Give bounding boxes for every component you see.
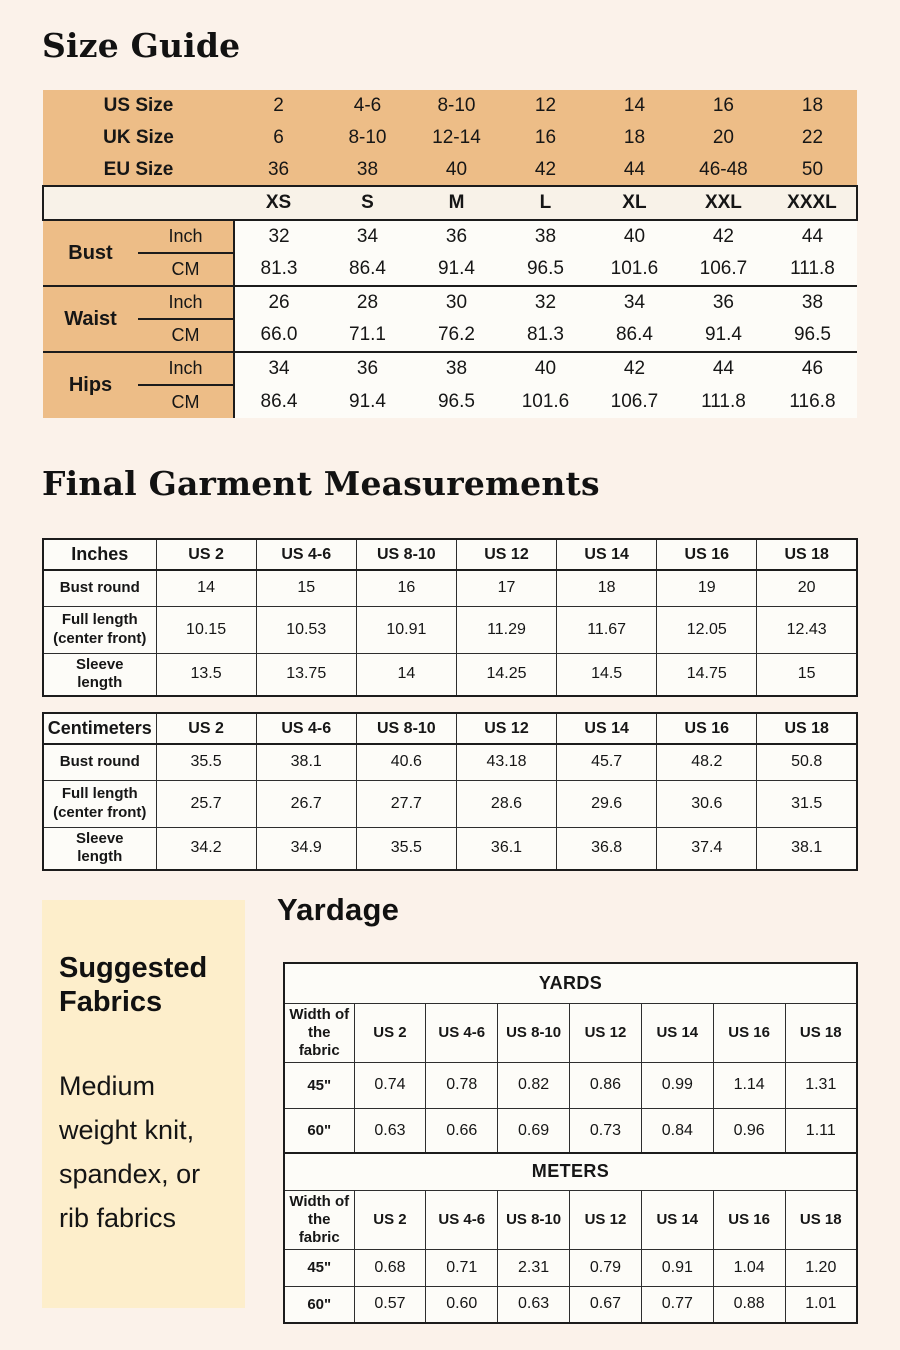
size-column-header: US 18 [757, 539, 857, 570]
measurement-value: 34 [234, 352, 323, 385]
suggested-fabrics-body: Medium weight knit, spandex, or rib fabrics [59, 1071, 201, 1234]
table-cell: 30.6 [657, 780, 757, 827]
size-column-header: US 14 [557, 713, 657, 744]
size-value: 16 [501, 122, 590, 154]
size-column-header: US 12 [570, 1003, 642, 1062]
measurement-value: 36 [412, 220, 501, 253]
measurement-value: 26 [234, 286, 323, 319]
table-cell: 1.04 [713, 1249, 785, 1286]
sleeve-length-row [43, 653, 857, 696]
table-cell: 15 [256, 570, 356, 606]
table-cell: 38.1 [757, 827, 857, 870]
measurement-group-label: Waist [43, 286, 138, 352]
unit-label-cm: CM [138, 385, 234, 418]
unit-label-inch: Inch [138, 352, 234, 385]
table-cell: 17 [456, 570, 556, 606]
table-cell: 35.5 [356, 827, 456, 870]
size-value: 4-6 [323, 90, 412, 122]
table-cell: 18 [557, 570, 657, 606]
table-cell: 1.01 [785, 1286, 857, 1323]
size-column-header: US 8-10 [498, 1003, 570, 1062]
size-value: 14 [590, 90, 679, 122]
size-column-header: US 16 [657, 539, 757, 570]
table-cell: 0.88 [713, 1286, 785, 1323]
size-value: 18 [590, 122, 679, 154]
measurement-value: 38 [412, 352, 501, 385]
garment-section-title: Final Garment Measurements [42, 464, 600, 503]
size-column-header: US 14 [641, 1003, 713, 1062]
yardage-table-meters [283, 1152, 858, 1324]
size-column-header: US 2 [354, 1190, 426, 1249]
size-system-label: UK Size [43, 122, 234, 154]
measurement-value: 42 [590, 352, 679, 385]
measurement-value: 91.4 [323, 385, 412, 418]
letter-size: XS [234, 186, 323, 220]
table-cell: 1.20 [785, 1249, 857, 1286]
table-cell: 34.2 [156, 827, 256, 870]
full-length-row [43, 606, 857, 653]
meters-heading: METERS [284, 1153, 857, 1190]
size-value: 12 [501, 90, 590, 122]
yards-heading: YARDS [284, 963, 857, 1003]
table-cell: 28.6 [456, 780, 556, 827]
size-column-header: US 4-6 [426, 1003, 498, 1062]
row-label: Sleeve length [43, 827, 156, 870]
measurement-value: 106.7 [590, 385, 679, 418]
measurement-value: 101.6 [590, 253, 679, 286]
measurement-value: 76.2 [412, 319, 501, 352]
table-cell: 38.1 [256, 744, 356, 780]
size-column-header: US 16 [713, 1190, 785, 1249]
size-column-header: US 4-6 [256, 539, 356, 570]
table-cell: 0.86 [570, 1062, 642, 1108]
measurement-value: 106.7 [679, 253, 768, 286]
size-value: 50 [768, 154, 857, 186]
table-cell: 0.68 [354, 1249, 426, 1286]
measurement-value: 81.3 [234, 253, 323, 286]
size-column-header: US 14 [557, 539, 657, 570]
measurement-value: 40 [501, 352, 590, 385]
size-value: 38 [323, 154, 412, 186]
size-system-label: EU Size [43, 154, 234, 186]
table-cell: 0.66 [426, 1108, 498, 1154]
size-column-header: US 18 [785, 1003, 857, 1062]
table-cell: 14.25 [456, 653, 556, 696]
table-cell: 15 [757, 653, 857, 696]
measurement-group-label: Bust [43, 220, 138, 286]
suggested-fabrics-title: Suggested Fabrics [59, 952, 208, 1019]
unit-label-cm: CM [138, 319, 234, 352]
meters-45-row [284, 1249, 857, 1286]
table-cell: 0.77 [641, 1286, 713, 1323]
yards-title-row [284, 963, 857, 1003]
measurement-value: 34 [590, 286, 679, 319]
yardage-table-yards [283, 962, 858, 1155]
measurement-value: 46 [768, 352, 857, 385]
table-cell: 0.96 [713, 1108, 785, 1154]
row-label: Bust round [43, 570, 156, 606]
table-corner-label: Centimeters [43, 713, 156, 744]
size-value: 2 [234, 90, 323, 122]
letter-row-spacer [43, 186, 234, 220]
table-cell: 19 [657, 570, 757, 606]
table-cell: 14 [356, 653, 456, 696]
size-value: 46-48 [679, 154, 768, 186]
table-cell: 14 [156, 570, 256, 606]
size-column-header: US 2 [354, 1003, 426, 1062]
table-cell: 31.5 [757, 780, 857, 827]
table-cell: 45.7 [557, 744, 657, 780]
waist-cm-row [43, 319, 857, 352]
size-value: 8-10 [412, 90, 501, 122]
size-guide-table [42, 90, 858, 418]
table-cell: 14.5 [557, 653, 657, 696]
hips-cm-row [43, 385, 857, 418]
size-column-header: US 18 [785, 1190, 857, 1249]
table-cell: 14.75 [657, 653, 757, 696]
measurement-value: 81.3 [501, 319, 590, 352]
size-column-header: US 8-10 [356, 713, 456, 744]
size-column-header: US 4-6 [426, 1190, 498, 1249]
measurement-value: 34 [323, 220, 412, 253]
measurement-value: 101.6 [501, 385, 590, 418]
garment-table-centimeters [42, 712, 858, 871]
fabric-width-value: 45" [284, 1249, 354, 1286]
fabric-width-label: Width of the fabric [284, 1190, 354, 1249]
size-column-header: US 14 [641, 1190, 713, 1249]
letter-size: M [412, 186, 501, 220]
table-cell: 36.1 [456, 827, 556, 870]
table-cell: 0.82 [498, 1062, 570, 1108]
garment-table-inches [42, 538, 858, 697]
table-cell: 1.31 [785, 1062, 857, 1108]
size-value: 44 [590, 154, 679, 186]
page-title: Size Guide [42, 26, 241, 65]
table-cell: 43.18 [456, 744, 556, 780]
letter-size: XL [590, 186, 679, 220]
row-label: Full length (center front) [43, 780, 156, 827]
waist-inch-row [43, 286, 857, 319]
suggested-fabrics-panel [42, 900, 245, 1308]
table-cell: 40.6 [356, 744, 456, 780]
fabric-width-label: Width of the fabric [284, 1003, 354, 1062]
table-corner-label: Inches [43, 539, 156, 570]
letter-sizes-row [43, 186, 857, 220]
letter-size: S [323, 186, 412, 220]
table-cell: 0.60 [426, 1286, 498, 1323]
table-cell: 26.7 [256, 780, 356, 827]
yardage-section-title: Yardage [277, 892, 400, 927]
measurement-value: 44 [768, 220, 857, 253]
row-label: Full length (center front) [43, 606, 156, 653]
size-value: 18 [768, 90, 857, 122]
letter-size: L [501, 186, 590, 220]
meters-title-row [284, 1153, 857, 1190]
table-cell: 16 [356, 570, 456, 606]
table-cell: 0.91 [641, 1249, 713, 1286]
table-cell: 0.78 [426, 1062, 498, 1108]
measurement-value: 86.4 [590, 319, 679, 352]
size-column-header: US 8-10 [356, 539, 456, 570]
row-label: Sleeve length [43, 653, 156, 696]
measurement-value: 86.4 [323, 253, 412, 286]
table-cell: 0.63 [498, 1286, 570, 1323]
table-cell: 37.4 [657, 827, 757, 870]
hips-inch-row [43, 352, 857, 385]
table-cell: 0.57 [354, 1286, 426, 1323]
table-cell: 12.43 [757, 606, 857, 653]
measurement-value: 32 [501, 286, 590, 319]
table-cell: 0.74 [354, 1062, 426, 1108]
table-cell: 1.11 [785, 1108, 857, 1154]
bust-cm-row [43, 253, 857, 286]
meters-header-row [284, 1190, 857, 1249]
measurement-value: 91.4 [412, 253, 501, 286]
measurement-value: 36 [679, 286, 768, 319]
measurement-value: 91.4 [679, 319, 768, 352]
measurement-value: 86.4 [234, 385, 323, 418]
size-value: 20 [679, 122, 768, 154]
table-cell: 0.71 [426, 1249, 498, 1286]
measurement-value: 38 [768, 286, 857, 319]
size-column-header: US 18 [757, 713, 857, 744]
size-value: 8-10 [323, 122, 412, 154]
row-label: Bust round [43, 744, 156, 780]
fabric-width-value: 60" [284, 1108, 354, 1154]
measurement-value: 96.5 [768, 319, 857, 352]
size-value: 6 [234, 122, 323, 154]
size-column-header: US 12 [456, 713, 556, 744]
size-column-header: US 4-6 [256, 713, 356, 744]
table-cell: 0.67 [570, 1286, 642, 1323]
yards-45-row [284, 1062, 857, 1108]
size-value: 40 [412, 154, 501, 186]
unit-label-inch: Inch [138, 286, 234, 319]
size-column-header: US 16 [713, 1003, 785, 1062]
size-value: 42 [501, 154, 590, 186]
table-cell: 13.75 [256, 653, 356, 696]
bust-round-row [43, 744, 857, 780]
table-cell: 27.7 [356, 780, 456, 827]
size-system-label: US Size [43, 90, 234, 122]
letter-size: XXXL [768, 186, 857, 220]
size-column-header: US 12 [456, 539, 556, 570]
table-cell: 0.99 [641, 1062, 713, 1108]
meters-60-row [284, 1286, 857, 1323]
table-cell: 0.63 [354, 1108, 426, 1154]
measurement-value: 116.8 [768, 385, 857, 418]
size-column-header: US 16 [657, 713, 757, 744]
table-cell: 12.05 [657, 606, 757, 653]
size-column-header: US 12 [570, 1190, 642, 1249]
sleeve-length-row [43, 827, 857, 870]
bust-inch-row [43, 220, 857, 253]
table-cell: 36.8 [557, 827, 657, 870]
unit-label-inch: Inch [138, 220, 234, 253]
table-cell: 25.7 [156, 780, 256, 827]
size-column-header: US 2 [156, 713, 256, 744]
table-cell: 29.6 [557, 780, 657, 827]
measurement-value: 66.0 [234, 319, 323, 352]
table-cell: 20 [757, 570, 857, 606]
measurement-value: 32 [234, 220, 323, 253]
fabric-width-value: 60" [284, 1286, 354, 1323]
table-cell: 2.31 [498, 1249, 570, 1286]
size-value: 12-14 [412, 122, 501, 154]
measurement-value: 36 [323, 352, 412, 385]
centimeters-header-row [43, 713, 857, 744]
yards-60-row [284, 1108, 857, 1154]
eu-size-row [43, 154, 857, 186]
measurement-value: 42 [679, 220, 768, 253]
us-size-row [43, 90, 857, 122]
bust-round-row [43, 570, 857, 606]
table-cell: 48.2 [657, 744, 757, 780]
table-cell: 0.73 [570, 1108, 642, 1154]
letter-size: XXL [679, 186, 768, 220]
measurement-value: 28 [323, 286, 412, 319]
table-cell: 0.84 [641, 1108, 713, 1154]
table-cell: 50.8 [757, 744, 857, 780]
table-cell: 10.53 [256, 606, 356, 653]
full-length-row [43, 780, 857, 827]
measurement-value: 96.5 [412, 385, 501, 418]
unit-label-cm: CM [138, 253, 234, 286]
measurement-value: 40 [590, 220, 679, 253]
table-cell: 13.5 [156, 653, 256, 696]
table-cell: 1.14 [713, 1062, 785, 1108]
table-cell: 10.15 [156, 606, 256, 653]
fabric-width-value: 45" [284, 1062, 354, 1108]
measurement-group-label: Hips [43, 352, 138, 418]
measurement-value: 30 [412, 286, 501, 319]
size-value: 16 [679, 90, 768, 122]
table-cell: 35.5 [156, 744, 256, 780]
measurement-value: 38 [501, 220, 590, 253]
measurement-value: 71.1 [323, 319, 412, 352]
table-cell: 10.91 [356, 606, 456, 653]
measurement-value: 44 [679, 352, 768, 385]
size-value: 36 [234, 154, 323, 186]
yards-header-row [284, 1003, 857, 1062]
size-column-header: US 8-10 [498, 1190, 570, 1249]
table-cell: 11.67 [557, 606, 657, 653]
measurement-value: 111.8 [768, 253, 857, 286]
size-value: 22 [768, 122, 857, 154]
size-column-header: US 2 [156, 539, 256, 570]
measurement-value: 96.5 [501, 253, 590, 286]
inches-header-row [43, 539, 857, 570]
measurement-value: 111.8 [679, 385, 768, 418]
table-cell: 0.69 [498, 1108, 570, 1154]
table-cell: 34.9 [256, 827, 356, 870]
table-cell: 0.79 [570, 1249, 642, 1286]
uk-size-row [43, 122, 857, 154]
table-cell: 11.29 [456, 606, 556, 653]
